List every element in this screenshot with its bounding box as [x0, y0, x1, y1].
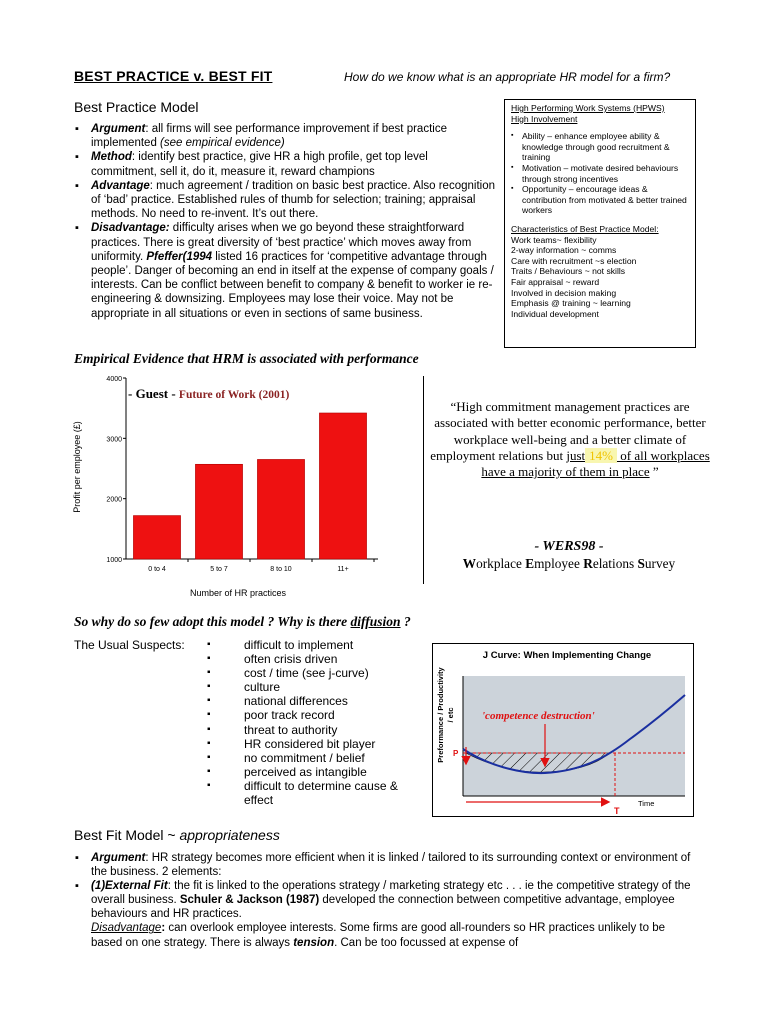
characteristic-line: Care with recruitment ~s election: [511, 255, 637, 266]
bullet-disadvantage: ▪ Disadvantage: difficulty arises when we go beyond these straightforward practices. There is great diversity of ‘best practice’ which moves away from uniformity. Pfeffer(1994 listed 16 practices for ‘competitive advantage through people’. Danger of becoming an end in itself at the expense of company goals / interests. Can be conflict between benefit to company & benefit to worker ie re-engineering & downsizing. Employees may lose their voice. May not be appropriate in all situations or even in sections of same business.: [74, 221, 496, 320]
suspect-item: ▪ national differences: [205, 694, 420, 708]
x-tick-label: 0 to 4: [148, 566, 166, 573]
chart-title: - Guest - Future of Work (2001): [128, 386, 290, 401]
y-axis-label: Profit per employee (£): [72, 421, 82, 513]
characteristic-line: Work teams~ flexibility: [511, 234, 597, 245]
header-question: How do we know what is an appropriate HR model for a firm?: [344, 70, 671, 84]
t-label: T: [614, 806, 620, 816]
wers-full-name: Workplace Employee Relations Survey: [462, 556, 676, 571]
bullet-method: ▪ Method: identify best practice, give HR a high profile, get top level commitment, sell it, do it, measure it, reward champions: [74, 150, 496, 178]
suspects-label: The Usual Suspects:: [74, 638, 185, 652]
suspect-item: ▪ poor track record: [205, 708, 420, 722]
y-tick-label: 3000: [106, 436, 122, 444]
suspect-item: ▪ difficult to implement: [205, 638, 420, 652]
characteristic-line: 2-way information ~ comms: [511, 245, 617, 256]
characteristic-line: Individual development: [511, 308, 599, 319]
characteristics-title: Characteristics of Best Practice Model:: [511, 223, 659, 234]
hpws-item: ▪ Ability – enhance employee ability & knowledge through good recruitment & training: [511, 131, 689, 163]
guest-bar-chart: [64, 372, 378, 604]
suspect-item: ▪ often crisis driven: [205, 652, 420, 666]
suspect-item: ▪ cost / time (see j-curve): [205, 666, 420, 680]
hpws-box: [504, 99, 696, 348]
page-title: BEST PRACTICE v. BEST FIT: [74, 68, 273, 84]
bar: [257, 459, 304, 559]
best-fit-bullets: [74, 851, 694, 950]
diffusion-heading: So why do so few adopt this model ? Why is there diffusion ?: [74, 614, 411, 629]
y-tick-label: 4000: [106, 376, 122, 383]
best-practice-bullets: [74, 122, 496, 321]
empirical-heading: Empirical Evidence that HRM is associated with performance: [74, 351, 419, 366]
suspect-item: ▪ threat to authority: [205, 723, 420, 737]
suspect-item: ▪ difficult to determine cause & effect: [205, 779, 420, 807]
j-curve-ylabel: Preformance / Productivity: [436, 667, 445, 763]
bar: [195, 464, 242, 559]
hpws-item: ▪ Motivation – motivate desired behaviours through strong incentives: [511, 163, 689, 184]
wers-quote: “High commitment management practices are associated with better economic performance, better workplace well-being and a better climate of employment relations but just 14% of all workplaces have a majority of them in place ”: [430, 399, 710, 480]
plot-area: [463, 676, 685, 796]
bullet-argument: ▪ Argument: all firms will see performance improvement if best practice implemented (see empirical evidence): [74, 122, 496, 150]
wers-source: - WERS98 -: [534, 539, 604, 554]
suspects-list: [205, 638, 420, 807]
highlight-percent: 14%: [585, 448, 617, 463]
y-tick-label: 1000: [106, 557, 122, 564]
time-label: Time: [638, 799, 655, 808]
j-curve-title: J Curve: When Implementing Change: [482, 650, 652, 661]
j-curve-diagram: [432, 643, 694, 817]
hpws-title: High Performing Work Systems (HPWS): [511, 103, 665, 113]
bullet-external-fit: ▪ (1)External Fit: the fit is linked to the operations strategy / marketing strategy etc . . . ie the competitive strategy of the overall business. Schuler & Jackson (1987) developed the connection between competitive advantage, employee behaviours and HR practices. Disadvantage: can overlook employee interests. Some firms are good all-rounders so HR practices unlikely to be based on one strategy. There is always tension. Can be too focussed at expense of: [74, 879, 694, 949]
x-axis-label: Number of HR practices: [189, 588, 287, 598]
bullet-bf-argument: ▪ Argument: HR strategy becomes more efficient when it is linked / tailored to its surrounding context or environment of the business. 2 elements:: [74, 851, 694, 879]
characteristic-line: Traits / Behaviours ~ not skills: [511, 266, 626, 277]
x-tick-label: 8 to 10: [270, 566, 292, 573]
suspect-item: ▪ perceived as intangible: [205, 765, 420, 779]
suspect-item: ▪ culture: [205, 680, 420, 694]
suspect-item: ▪ no commitment / belief: [205, 751, 420, 765]
hpws-item: ▪ Opportunity – encourage ideas & contribution from motivated & better trained workers: [511, 184, 689, 216]
competence-destruction-label: 'competence destruction': [482, 710, 595, 722]
best-fit-heading: Best Fit Model ~ appropriateness: [74, 827, 280, 843]
suspect-item: ▪ HR considered bit player: [205, 737, 420, 751]
bullet-advantage: ▪ Advantage: much agreement / tradition on basic best practice. Also recognition of ‘bad’ practice. Established rules of thumb for selection; training; appraisal methods. No need to re-invent. It’s out there.: [74, 179, 496, 222]
characteristic-line: Emphasis @ training ~ learning: [511, 298, 631, 309]
best-practice-heading: Best Practice Model: [74, 99, 199, 115]
y-tick-label: 2000: [106, 496, 122, 504]
j-curve-ylabel-2: / etc: [446, 707, 455, 723]
x-tick-label: 11+: [337, 566, 349, 573]
characteristic-line: Involved in decision making: [511, 287, 617, 298]
bar: [133, 516, 180, 559]
bar: [319, 413, 366, 559]
x-tick-label: 5 to 7: [210, 566, 228, 573]
hpws-subtitle: High Involvement: [511, 113, 578, 124]
characteristic-line: Fair appraisal ~ reward: [511, 276, 600, 287]
p-label: P: [453, 749, 459, 758]
